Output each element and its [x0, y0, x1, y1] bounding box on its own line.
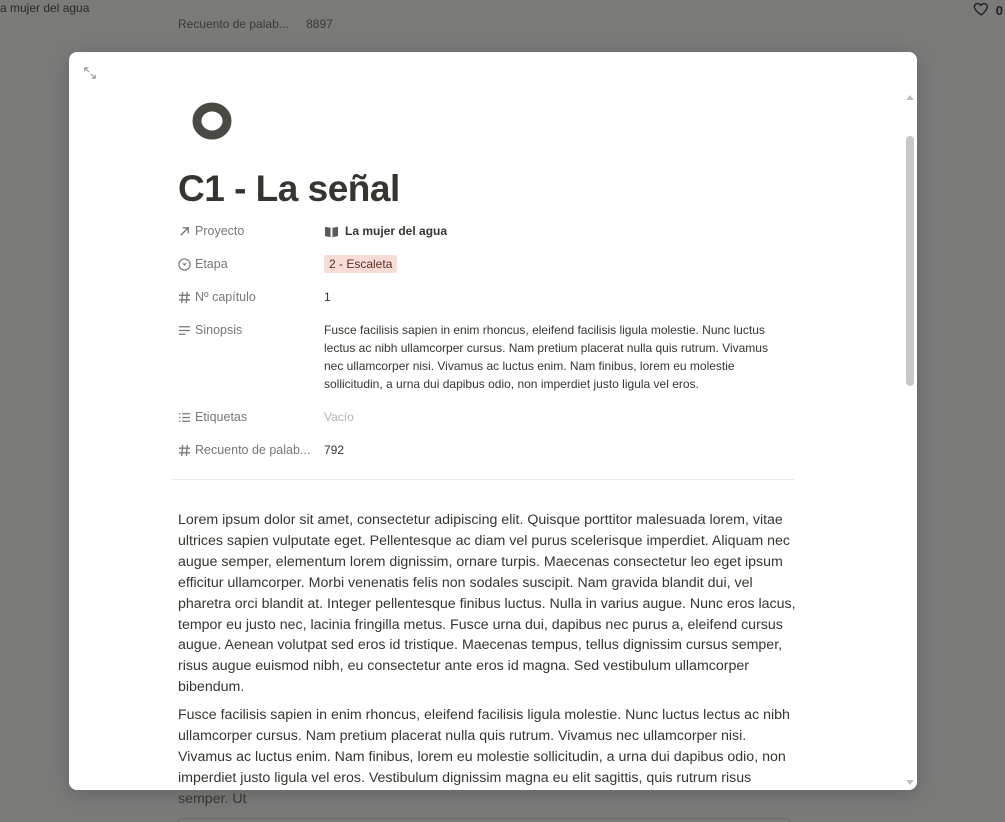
background-likes[interactable] — [973, 0, 1003, 20]
open-full-page-button[interactable] — [82, 65, 98, 81]
property-value-proyecto — [324, 222, 798, 243]
page-peek-modal — [69, 52, 917, 807]
property-label-text: Sinopsis — [195, 323, 243, 337]
list-icon — [178, 411, 191, 424]
property-value-etapa — [324, 255, 798, 273]
property-label-etiquetas — [178, 408, 324, 426]
property-label-text: Recuento de palab... — [195, 443, 311, 457]
property-label-recuento — [178, 441, 324, 459]
property-etapa[interactable] — [178, 255, 798, 273]
select-circle-icon — [178, 258, 191, 271]
property-label-capitulo — [178, 288, 324, 306]
stage-tag[interactable]: 2 - Escaleta — [324, 255, 397, 273]
property-etiquetas[interactable] — [178, 408, 798, 426]
page-title[interactable]: C1 - La señal — [178, 168, 400, 209]
property-sinopsis[interactable] — [178, 321, 798, 393]
expand-icon — [83, 66, 97, 80]
properties-divider — [172, 479, 794, 480]
property-label-text: Etapa — [195, 257, 228, 271]
project-link[interactable] — [324, 222, 447, 240]
book-icon — [324, 225, 339, 238]
background-cut-property-row — [178, 15, 333, 31]
heart-icon — [973, 0, 990, 20]
page-body[interactable] — [178, 510, 798, 817]
property-proyecto[interactable] — [178, 222, 798, 243]
scroll-thumb[interactable] — [906, 136, 914, 386]
property-value-capitulo[interactable]: 1 — [324, 290, 331, 304]
body-paragraph-2[interactable]: Fusce facilisis sapien in enim rhoncus, eleifend facilisis ligula molestie. Nunc luctus lectus ac nibh ullamcorper cursus. Nam pretium placerat nulla quis rutrum. Vivamus nec ullamcorper nisi. Vivamus ac luctus enim. Nam finibus, lorem eu molestie sollicitudin, a urna dui dapibus odio, non imperdiet justo ligula vel eros. Vestibulum dignissim magna eu elit sagittis, quis rutrum risus semper. Ut — [178, 707, 790, 807]
page-icon[interactable] — [191, 100, 233, 142]
property-value-etiquetas[interactable]: Vacío — [324, 410, 354, 424]
property-label-text: Nº capítulo — [195, 290, 256, 304]
property-recuento[interactable] — [178, 441, 798, 459]
background-cut-value: 8897 — [306, 17, 333, 31]
likes-count: 0 — [995, 2, 1003, 18]
background-cut-label: Recuento de palab... — [178, 17, 289, 31]
modal-scrollbar[interactable] — [901, 90, 917, 790]
hash-icon — [178, 291, 191, 304]
property-label-etapa — [178, 255, 324, 273]
text-lines-icon — [178, 324, 191, 337]
property-value-sinopsis[interactable]: Fusce facilisis sapien in enim rhoncus, eleifend facilisis ligula molestie. Nunc luctus lectus ac nibh ullamcorper cursus. Nam pretium placerat nulla quis rutrum. Vivamus nec ullamcorper nisi. Vivamus ac luctus enim. Nam finibus, lorem eu molestie sollicitudin, a urna dui dapibus odio, non imperdiet justo ligula vel eros. — [324, 323, 768, 391]
page-content — [172, 52, 797, 807]
property-label-text: Proyecto — [195, 224, 245, 238]
arrow-up-right-icon — [178, 225, 191, 238]
property-label-sinopsis — [178, 321, 324, 393]
body-paragraph-1[interactable]: Lorem ipsum dolor sit amet, consectetur adipiscing elit. Quisque porttitor malesuada lorem, vitae ultrices sapien vulputate eget. Pellentesque ac diam vel purus scelerisque imperdiet. Aliquam nec augue semper, elementum lorem dignissim, ornare turpis. Maecenas consectetur leo eget ipsum efficitur ullamcorper. Morbi venenatis felis non sodales suscipit. Nam gravida blandit dui, vel pharetra orci blandit at. Integer pellentesque finibus luctus. Nulla in varius augue. Nunc eros lacus, tempor eu justo nec, lacinia fringilla metus. Fusce urna dui, dapibus nec purus a, eleifend cursus augue. Aenean volutpat sed eros id tristique. Maecenas tempus, tellus dignissim cursus semper, risus augue euismod nibh, eu consectetur ante eros id magna. Sed vestibulum ullamcorper bibendum. — [178, 512, 796, 696]
ring-icon — [191, 100, 233, 142]
scroll-up-arrow[interactable] — [906, 95, 914, 100]
hash-icon — [178, 444, 191, 457]
scroll-down-arrow[interactable] — [906, 780, 914, 785]
property-label-proyecto — [178, 222, 324, 243]
background-bottom-block — [178, 818, 790, 822]
property-capitulo[interactable] — [178, 288, 798, 306]
property-label-text: Etiquetas — [195, 410, 248, 424]
project-link-text: La mujer del agua — [345, 224, 448, 238]
background-page-title: a mujer del agua — [0, 1, 90, 15]
property-value-recuento[interactable]: 792 — [324, 443, 345, 457]
